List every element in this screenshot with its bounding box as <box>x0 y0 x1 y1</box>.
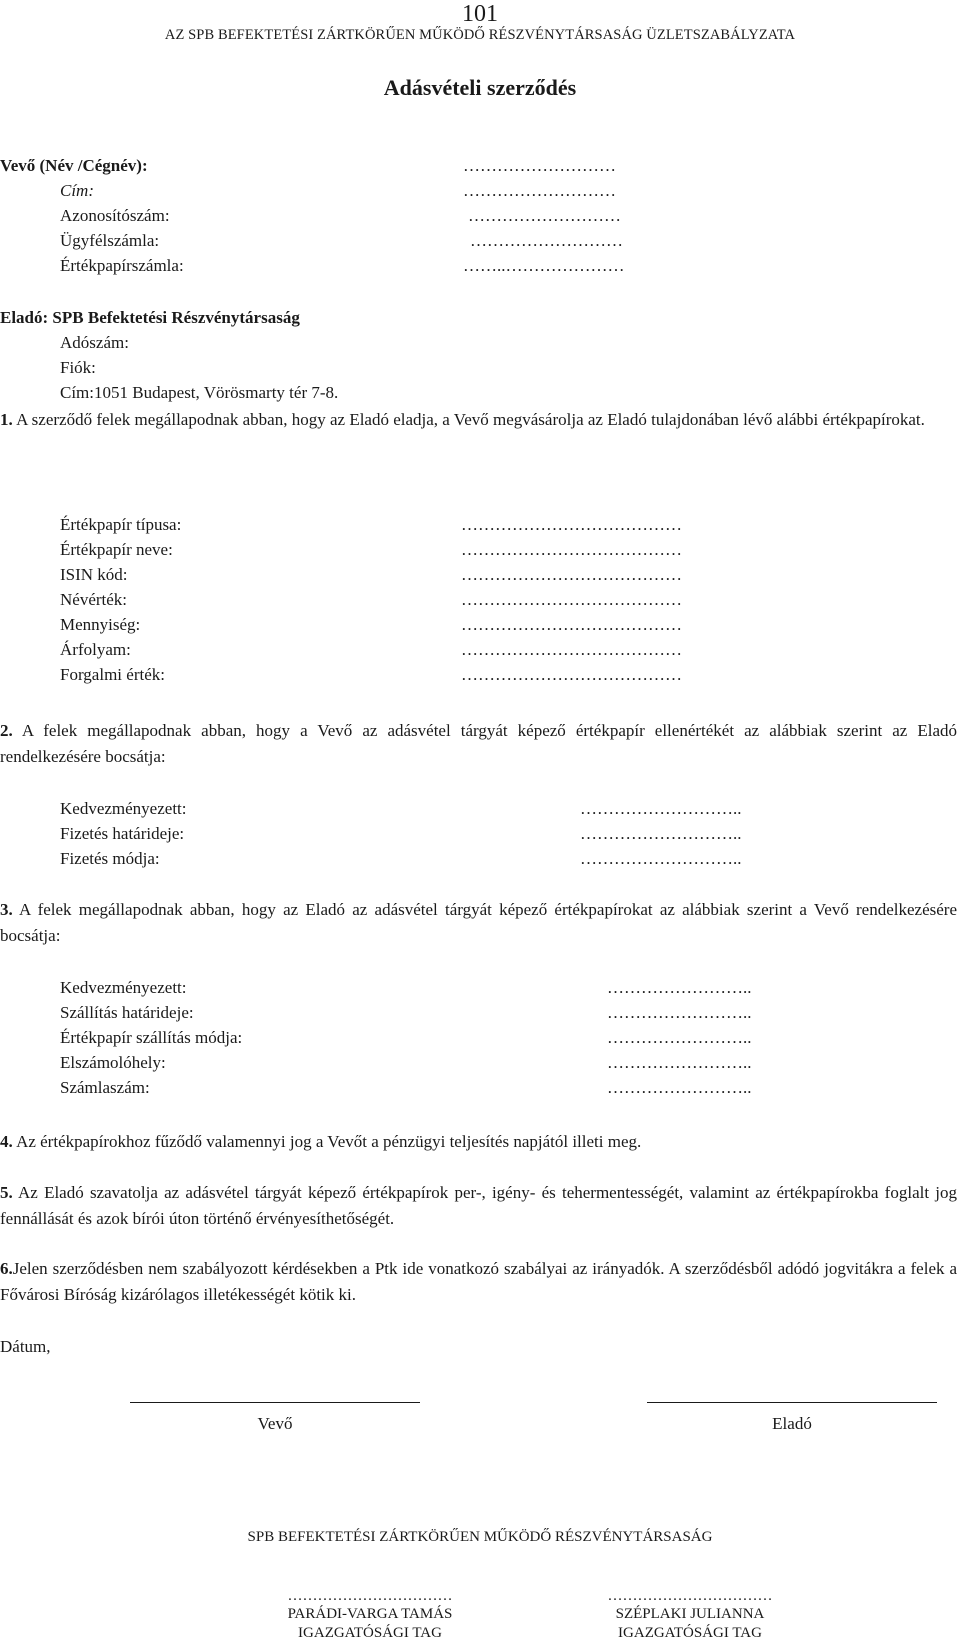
security-name-label: Értékpapír neve: <box>60 540 173 559</box>
market-value-blank: ………………………………… <box>461 665 682 684</box>
buyer-address-blank: ……………………… <box>463 181 616 200</box>
section-6-text: Jelen szerződésben nem szabályozott kérdésekben a Ptk ide vonatkozó szabályai az irányadók. A szerződésből adódó jogvitákra a felek a Fővárosi Bíróság kizárólagos illetékességét kötik ki. <box>0 1259 957 1304</box>
account-number-label: Számlaszám: <box>60 1078 150 1097</box>
signer-2-blank: …………………………… <box>607 1588 773 1604</box>
buyer-client-account-label: Ügyfélszámla: <box>60 231 160 250</box>
payment-beneficiary-blank: ……………………….. <box>580 799 742 818</box>
section-2-paragraph <box>0 718 957 770</box>
buyer-id-label: Azonosítószám: <box>60 206 170 225</box>
document-header: AZ SPB BEFEKTETÉSI ZÁRTKÖRŰEN MŰKÖDŐ RÉSZVÉNYTÁRSASÁG ÜZLETSZABÁLYZATA <box>164 27 796 43</box>
section-4-paragraph <box>0 1132 641 1152</box>
section-3-number: 3. <box>0 900 13 919</box>
section-1-paragraph <box>0 407 957 433</box>
isin-code-label: ISIN kód: <box>60 565 128 584</box>
buyer-securities-account-label: Értékpapírszámla: <box>60 256 184 275</box>
security-type-blank: ………………………………… <box>461 515 682 534</box>
buyer-id-blank: ……………………… <box>468 206 621 225</box>
section-5-text: Az Eladó szavatolja az adásvétel tárgyát képező értékpapírok per-, igény- és tehermentességét, valamint az értékpapírokba foglalt jog fennállását és azok bírói úton történő érvényesíthetőségét. <box>0 1183 957 1228</box>
section-3-paragraph <box>0 897 957 949</box>
clearing-house-blank: …………………….. <box>607 1053 752 1072</box>
security-type-label: Értékpapír típusa: <box>60 515 182 534</box>
buyer-securities-account-blank: ……..………………… <box>463 256 625 275</box>
seller-signature-label: Eladó <box>772 1414 812 1433</box>
payment-deadline-label: Fizetés határideje: <box>60 824 185 843</box>
buyer-signature-line <box>130 1402 420 1403</box>
section-1-text: A szerződő felek megállapodnak abban, hogy az Eladó eladja, a Vevő megvásárolja az Eladó tulajdonában lévő alábbi értékpapírokat. <box>16 410 925 429</box>
section-2-number: 2. <box>0 721 13 740</box>
seller-signature-line <box>647 1402 937 1403</box>
buyer-name-blank: ……………………… <box>463 156 616 175</box>
delivery-beneficiary-blank: …………………….. <box>607 978 752 997</box>
signer-1-role: IGAZGATÓSÁGI TAG <box>298 1625 442 1641</box>
signer-1-name: PARÁDI-VARGA TAMÁS <box>287 1606 453 1622</box>
delivery-beneficiary-label: Kedvezményezett: <box>60 978 187 997</box>
seller-address: Cím:1051 Budapest, Vörösmarty tér 7-8. <box>60 383 339 402</box>
seller-tax-number-label: Adószám: <box>60 333 129 352</box>
section-4-number: 4. <box>0 1132 13 1151</box>
quantity-label: Mennyiség: <box>60 615 141 634</box>
delivery-deadline-label: Szállítás határideje: <box>60 1003 194 1022</box>
section-6-paragraph <box>0 1256 957 1308</box>
document-title: Adásvételi szerződés <box>383 75 577 100</box>
section-1-number: 1. <box>0 410 13 429</box>
section-2-text: A felek megállapodnak abban, hogy a Vevő az adásvétel tárgyát képező értékpapír ellenértékét az alábbiak szerint az Eladó rendelkezésére bocsátja: <box>0 721 957 766</box>
isin-code-blank: ………………………………… <box>461 565 682 584</box>
signer-2-role: IGAZGATÓSÁGI TAG <box>618 1625 762 1641</box>
security-name-blank: ………………………………… <box>461 540 682 559</box>
nominal-value-blank: ………………………………… <box>461 590 682 609</box>
buyer-signature-label: Vevő <box>257 1414 293 1433</box>
section-3-text: A felek megállapodnak abban, hogy az Eladó az adásvétel tárgyát képező értékpapírokat az alábbiak szerint a Vevő rendelkezésére bocsátja: <box>0 900 958 945</box>
delivery-method-label: Értékpapír szállítás módja: <box>60 1028 243 1047</box>
payment-method-label: Fizetés módja: <box>60 849 160 868</box>
exchange-rate-blank: ………………………………… <box>461 640 682 659</box>
section-5-paragraph <box>0 1180 957 1232</box>
payment-method-blank: ……………………….. <box>580 849 742 868</box>
payment-deadline-blank: ……………………….. <box>580 824 742 843</box>
section-5-number: 5. <box>0 1183 13 1202</box>
buyer-label: Vevő (Név /Cégnév): <box>0 156 148 175</box>
section-6-number: 6. <box>0 1259 13 1278</box>
payment-beneficiary-label: Kedvezményezett: <box>60 799 187 818</box>
footer-company-name: SPB BEFEKTETÉSI ZÁRTKÖRŰEN MŰKÖDŐ RÉSZVÉNYTÁRSASÁG <box>247 1529 713 1545</box>
exchange-rate-label: Árfolyam: <box>60 640 131 659</box>
buyer-address-label: Cím: <box>60 181 94 200</box>
page-number: 101 <box>462 1 498 27</box>
account-number-blank: …………………….. <box>607 1078 752 1097</box>
market-value-label: Forgalmi érték: <box>60 665 165 684</box>
delivery-deadline-blank: …………………….. <box>607 1003 752 1022</box>
quantity-blank: ………………………………… <box>461 615 682 634</box>
signer-1-blank: …………………………… <box>287 1588 453 1604</box>
section-4-text: Az értékpapírokhoz fűződő valamennyi jog a Vevőt a pénzügyi teljesítés napjától illeti meg. <box>16 1132 642 1151</box>
seller-label: Eladó: SPB Befektetési Részvénytársaság <box>0 308 300 327</box>
buyer-client-account-blank: ……………………… <box>470 231 623 250</box>
date-label: Dátum, <box>0 1337 51 1356</box>
seller-branch-label: Fiók: <box>60 358 96 377</box>
nominal-value-label: Névérték: <box>60 590 128 609</box>
clearing-house-label: Elszámolóhely: <box>60 1053 166 1072</box>
delivery-method-blank: …………………….. <box>607 1028 752 1047</box>
signer-2-name: SZÉPLAKI JULIANNA <box>615 1606 765 1622</box>
